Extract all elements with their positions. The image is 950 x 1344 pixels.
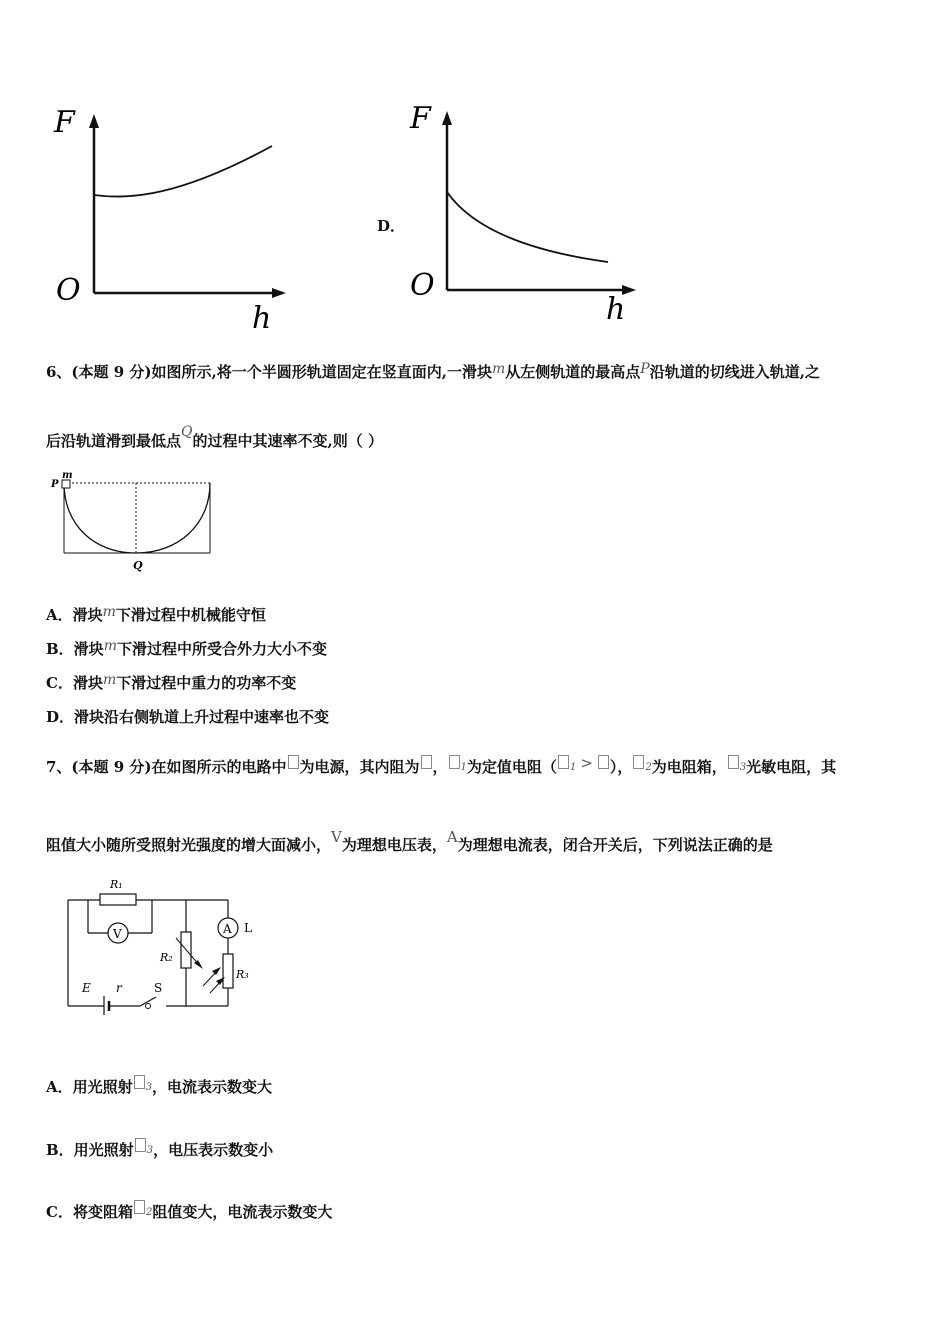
missing-symbol-icon bbox=[449, 755, 460, 769]
circuit-r2-label: R₂ bbox=[160, 951, 173, 964]
missing-symbol-icon bbox=[134, 1075, 145, 1089]
q7-option-b[interactable]: B．用光照射 $^3$，电压表示数变小 bbox=[46, 1138, 273, 1160]
q7-option-a[interactable]: A．用光照射 $^3$，电流表示数变大 bbox=[46, 1075, 272, 1097]
missing-symbol-icon bbox=[421, 755, 432, 769]
circuit-r1-label: R₁ bbox=[110, 878, 123, 891]
ammeter-symbol: A bbox=[446, 828, 458, 846]
q6-line-1: 6、(本题 9 分)如图所示,将一个半圆形轨道固定在竖直面内,一滑块m从左侧轨道的最高点P沿轨道的切线进入轨道,之 bbox=[46, 361, 820, 381]
missing-symbol-icon bbox=[288, 755, 299, 769]
circuit-e-label: E bbox=[82, 981, 91, 995]
graph-right-origin: O bbox=[410, 268, 435, 303]
semicircle-track-figure bbox=[44, 470, 224, 574]
circuit-r-label: r bbox=[116, 981, 122, 995]
graph-right-curve bbox=[447, 192, 608, 262]
graph-left bbox=[40, 100, 300, 340]
voltmeter-symbol: V bbox=[331, 828, 342, 846]
figure-p-label: P bbox=[51, 479, 59, 490]
circuit-l-label: L bbox=[244, 921, 252, 935]
graph-right-y-label: F bbox=[410, 101, 431, 136]
circuit-v-label: V bbox=[113, 927, 122, 941]
option-d-label: D． bbox=[377, 217, 406, 235]
q6-line-2: 后沿轨道滑到最低点Q的过程中其速率不变,则（ ） bbox=[46, 424, 383, 450]
graph-left-x-label: h bbox=[252, 301, 272, 336]
q7-option-c[interactable]: C．将变阻箱 $^2$阻值变大，电流表示数变大 bbox=[46, 1200, 332, 1222]
graph-right-x-label: h bbox=[606, 292, 626, 327]
q6-option-d[interactable]: D．滑块沿右侧轨道上升过程中速率也不变 bbox=[46, 708, 330, 726]
graph-left-curve bbox=[94, 146, 272, 197]
q6-option-a[interactable]: A．滑块m下滑过程中机械能守恒 bbox=[46, 604, 266, 624]
q6-option-b[interactable]: B．滑块m下滑过程中所受合外力大小不变 bbox=[46, 638, 327, 658]
q7-line-1: 7、(本题 9 分)在如图所示的电路中 为电源，其内阻为 ， $^1$为定值电阻（ $^1$ > ）， $^2$为电阻箱， $^3$光敏电阻，其 bbox=[46, 754, 837, 776]
graph-right bbox=[400, 95, 650, 335]
missing-symbol-icon bbox=[134, 1200, 145, 1214]
missing-symbol-icon bbox=[135, 1138, 146, 1152]
q7-line-2: 阻值大小随所受照射光强度的增大面减小，V为理想电压表，A为理想电流表，闭合开关后，下列说法正确的是 bbox=[46, 828, 773, 854]
figure-m-label: m bbox=[62, 470, 73, 481]
graph-left-y-label: F bbox=[54, 105, 75, 140]
symbol-m: m bbox=[491, 361, 506, 377]
figure-q-label: Q bbox=[133, 559, 143, 572]
symbol-p: P bbox=[640, 361, 650, 377]
missing-symbol-icon bbox=[728, 755, 739, 769]
circuit-r3-label: R₃ bbox=[236, 968, 249, 981]
missing-symbol-icon bbox=[598, 755, 609, 769]
missing-symbol-icon bbox=[558, 755, 569, 769]
missing-symbol-icon bbox=[633, 755, 644, 769]
graph-left-origin: O bbox=[56, 273, 81, 308]
q6-option-c[interactable]: C．滑块m下滑过程中重力的功率不变 bbox=[46, 672, 297, 692]
circuit-s-label: S bbox=[154, 981, 163, 995]
circuit-diagram bbox=[60, 870, 265, 1015]
circuit-a-label: A bbox=[223, 922, 232, 936]
symbol-q: Q bbox=[181, 424, 193, 440]
